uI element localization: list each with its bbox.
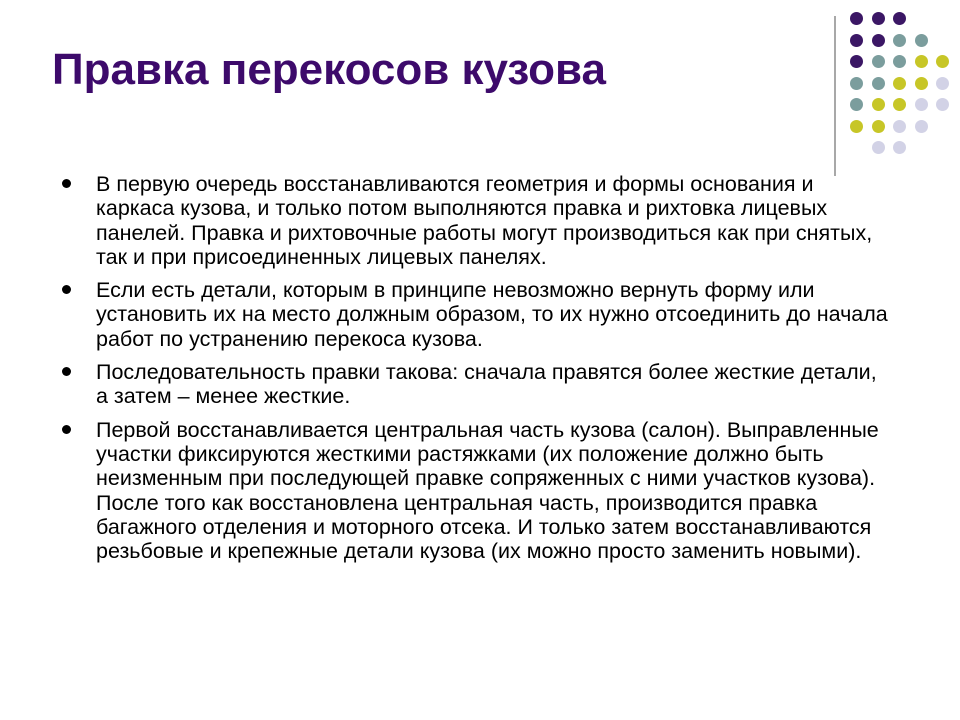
bullet-dot-icon xyxy=(62,367,71,376)
dot-grid-decoration xyxy=(850,12,954,162)
bullet-item xyxy=(60,172,890,269)
decor-dot-icon xyxy=(893,34,906,47)
bullet-dot-icon xyxy=(62,285,71,294)
decor-dot-icon xyxy=(872,34,885,47)
decor-dot-icon xyxy=(850,120,863,133)
decor-dot-icon xyxy=(915,98,928,111)
divider-line xyxy=(834,16,836,176)
decor-dot-icon xyxy=(872,77,885,90)
decor-dot-icon xyxy=(850,77,863,90)
decor-dot-icon xyxy=(872,12,885,25)
decor-dot-icon xyxy=(893,98,906,111)
decor-dot-icon xyxy=(872,55,885,68)
bullet-item xyxy=(60,418,890,564)
decor-dot-icon xyxy=(872,98,885,111)
bullet-text: Первой восстанавливается центральная часть кузова (салон). Выправленные участки фиксируются жесткими растяжками (их положение должно быть неизменным при последующей правке сопряженных с ними участков кузова). После того как восстановлена центральная часть, производится правка багажного отделения и моторного отсека. И только затем восстанавливаются резьбовые и крепежные детали кузова (их можно просто заменить новыми). xyxy=(96,417,879,564)
decor-dot-icon xyxy=(893,12,906,25)
decor-dot-icon xyxy=(915,77,928,90)
slide-title: Правка перекосов кузова xyxy=(52,45,606,94)
decor-dot-icon xyxy=(850,55,863,68)
bullet-item xyxy=(60,278,890,351)
bullet-list xyxy=(60,172,890,572)
bullet-text: Если есть детали, которым в принципе невозможно вернуть форму или установить их на место должным образом, то их нужно отсоединить до начала работ по устранению перекоса кузова. xyxy=(96,278,888,351)
decor-dot-icon xyxy=(850,34,863,47)
decor-dot-icon xyxy=(915,34,928,47)
decor-dot-icon xyxy=(915,55,928,68)
decor-dot-icon xyxy=(893,120,906,133)
decor-dot-icon xyxy=(872,141,885,154)
bullet-dot-icon xyxy=(62,179,71,188)
decor-dot-icon xyxy=(936,98,949,111)
decor-dot-icon xyxy=(893,77,906,90)
bullet-dot-icon xyxy=(62,425,71,434)
bullet-item xyxy=(60,360,890,409)
decor-dot-icon xyxy=(915,120,928,133)
bullet-text: В первую очередь восстанавливаются геометрия и формы основания и каркаса кузова, и только потом выполняются правка и рихтовка лицевых панелей. Правка и рихтовочные работы могут производиться как при снятых, так и при присоединенных лицевых панелях. xyxy=(96,172,873,269)
bullet-text: Последовательность правки такова: сначала правятся более жесткие детали, а затем – менее жесткие. xyxy=(96,360,877,409)
decor-dot-icon xyxy=(850,98,863,111)
decor-dot-icon xyxy=(893,55,906,68)
decor-dot-icon xyxy=(850,12,863,25)
decor-dot-icon xyxy=(893,141,906,154)
decor-dot-icon xyxy=(936,77,949,90)
decor-dot-icon xyxy=(872,120,885,133)
decor-dot-icon xyxy=(936,55,949,68)
